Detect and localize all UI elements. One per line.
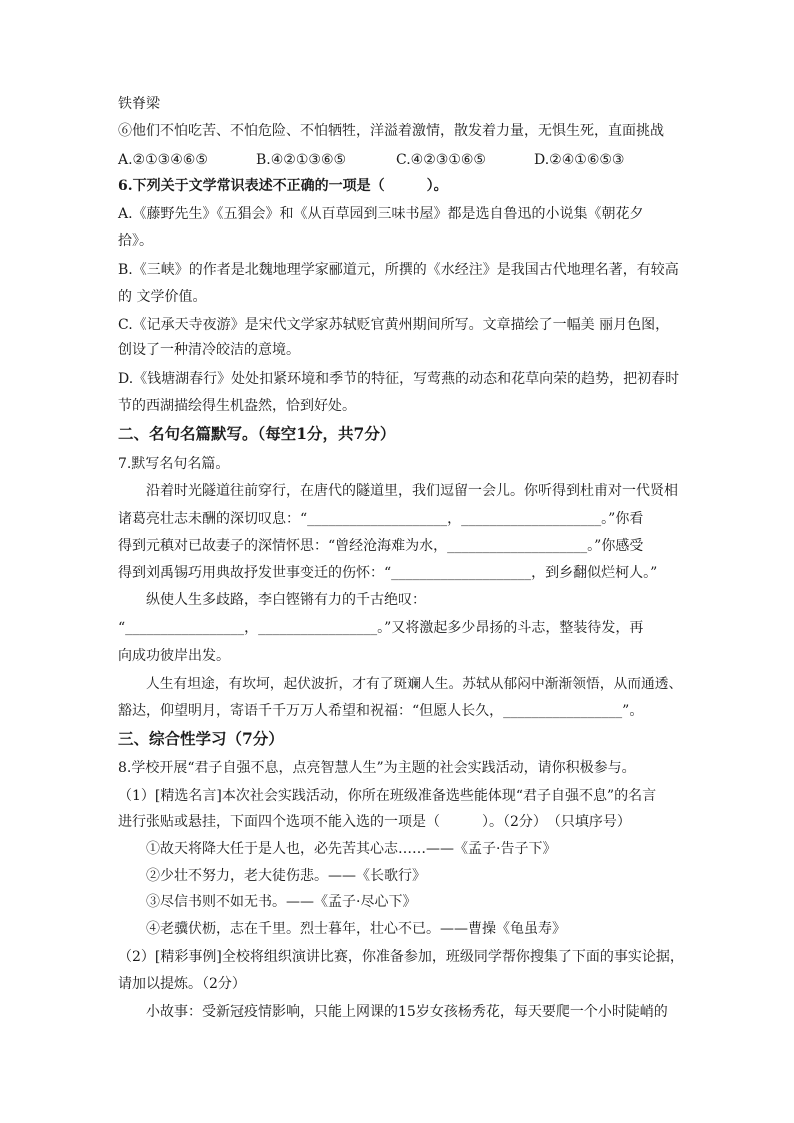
q7-para1-line4: 得到刘禹锡巧用典故抒发世事变迁的伤怀：“____________________，到乡翻似烂柯人。” <box>118 565 658 581</box>
q7-para2-line2: “_________________，_________________。”又将激起多少昂扬的斗志，整装待发，再 <box>118 620 644 636</box>
q7-para1-line1: 沿着时光隧道往前穿行，在唐代的隧道里，我们逗留一会儿。你听得到杜甫对一代贤相 <box>146 483 678 499</box>
q8-sub2-line2: 请加以提炼。（2分） <box>118 976 246 992</box>
q6-option-b-line1: B.《三峡》的作者是北魏地理学家郦道元，所撰的《水经注》是我国古代地理名著，有较高 <box>118 262 679 278</box>
q8-sub1-line1: （1）[精选名言]本次社会实践活动，你所在班级准备选些能体现“君子自强不息”的名言 <box>118 788 657 804</box>
q6-option-a-line1: A.《藤野先生》《五猖会》和《从百草园到三味书屋》都是选自鲁迅的小说集《朝花夕 <box>118 206 644 222</box>
q6-option-c-line2: 创设了一种清冷皎洁的意境。 <box>118 342 300 358</box>
section-3-heading: 三、综合性学习（7分） <box>118 729 284 748</box>
q5-option-d: D.②④①⑥⑤③ <box>534 152 625 168</box>
q8-option-3: ③尽信书则不如无书。——《孟子·尽心下》 <box>146 894 417 910</box>
q8-option-1: ①故天将降大任于是人也，必先苦其心志……——《孟子·告子下》 <box>146 841 557 857</box>
q5-option-a: A.②①③④⑥⑤ <box>118 152 208 168</box>
q8-option-4: ④老骥伏枥，志在千里。烈士暮年，壮心不已。——曹操《龟虽寿》 <box>146 921 566 937</box>
q8-sub1-line2: 进行张贴或悬挂，下面四个选项不能入选的一项是（ ）。（2分） （只填序号） <box>118 814 631 830</box>
q7-para3-line1: 人生有坦途，有坎坷，起伏波折，才有了斑斓人生。苏轼从郁闷中渐渐领悟，从而通透、 <box>146 676 683 692</box>
q5-sentence-6: ⑥他们不怕吃苦、不怕危险、不怕牺牲，洋溢着激情，散发着力量，无惧生死，直面挑战 <box>118 123 664 139</box>
q7-para1-line3: 得到元稹对已故妻子的深情怀思：“曾经沧海难为水，____________________。”你感受 <box>118 538 644 554</box>
q8-stem: 8.学校开展“君子自强不息，点亮智慧人生”为主题的社会实践活动，请你积极参与。 <box>118 760 636 776</box>
section-2-heading: 二、名句名篇默写。（每空1分，共7分） <box>118 424 396 443</box>
q8-option-2: ②少壮不努力，老大徒伤悲。——《长歌行》 <box>146 868 426 884</box>
q6-option-d-line1: D.《钱塘湖春行》处处扣紧环境和季节的特征，写莺燕的动态和花草向荣的趋势，把初春时 <box>118 371 680 387</box>
q7-para1-line2: 诸葛亮壮志未酬的深切叹息：“____________________，____________________。”你看 <box>118 511 644 527</box>
q8-story-line1: 小故事：受新冠疫情影响，只能上网课的15岁女孩杨秀花，每天要爬一个小时陡峭的 <box>146 1004 668 1020</box>
q8-sub2-line1: （2）[精彩事例]全校将组织演讲比赛，你准备参加，班级同学帮你搜集了下面的事实论据， <box>118 949 684 965</box>
q7-para2-line1: 纵使人生多歧路，李白铿锵有力的千古绝叹： <box>146 592 426 608</box>
q6-option-a-line2: 拾》。 <box>118 233 153 249</box>
q6-option-b-line2: 的 文学价值。 <box>118 289 207 305</box>
q6-option-d-line2: 节的西湖描绘得生机盎然，恰到好处。 <box>118 398 356 414</box>
q5-options <box>118 151 678 169</box>
q6-stem: 6.下列关于文学常识表述不正确的一项是（ ）。 <box>118 178 448 194</box>
q5-option-c: C.④②③①⑥⑤ <box>396 152 486 168</box>
q7-stem: 7.默写名句名篇。 <box>118 456 230 472</box>
q6-option-c-line1: C.《记承天寺夜游》是宋代文学家苏轼贬官黄州期间所写。文章描绘了一幅美 丽月色图， <box>118 317 670 333</box>
q7-para2-line3: 向成功彼岸出发。 <box>118 648 230 664</box>
q7-para3-line2: 豁达，仰望明月，寄语千千万万人希望和祝福：“但愿人长久，_________________”。 <box>118 703 644 719</box>
q5-tail: 铁脊梁 <box>118 96 160 112</box>
q5-option-b: B.④②①③⑥⑤ <box>256 152 347 168</box>
